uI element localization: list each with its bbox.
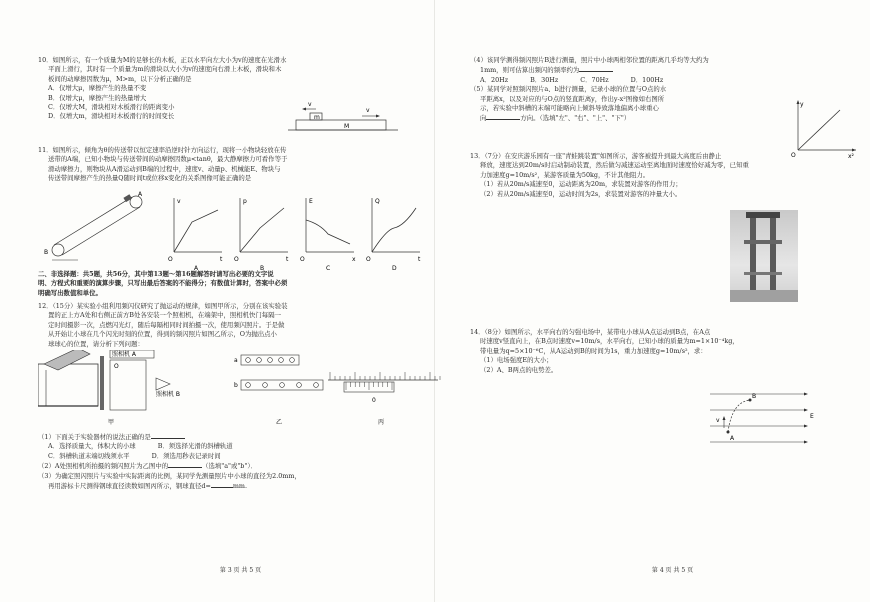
q12-sub4-text: 1mm，则可估算出频闪的频率约为 [480,66,580,75]
caption-jia: 甲 [108,419,115,426]
q12-sub4-option-a: A．20Hz [480,75,509,84]
q12-sub1 [38,432,443,442]
q11-graph-c [300,198,356,270]
q12-sub4-option-b: B．30Hz [530,75,559,84]
field-line-arrow [804,409,808,412]
q13-sub1: （1）若从20m/s减速至0，运动距离为20m，求装置对游客的作用力； [480,180,682,189]
photo-b-dot [280,383,285,388]
graph-option-letter: A [194,265,199,270]
q12-sub5-prefix: 向 [480,114,487,123]
q12-sub2-blank[interactable] [168,461,202,468]
q12-line-1: 12．（15分）某实验小组利用频闪仪研究了抛运动的规律，如图甲所示，分别在该实验装 [38,302,288,310]
page-3 [38,18,443,578]
graph-curve [240,208,284,252]
q12-line-5: 球球心的位置，请分析下列问题： [48,339,144,348]
caption-yi: 乙 [276,419,283,426]
photo-b-dot [263,383,268,388]
q12-sub5-suffix: 方向。（选填"左"、"右"、"上"、"下"） [520,114,631,123]
graph-origin: O [168,256,173,263]
q12-figures [38,350,443,428]
graph-origin: O [234,256,239,263]
q12-sub4-option-d: D．100Hz [630,75,664,84]
q10-line-2: 平面上滑行，其时有一个质量为m的滑块以大小为v的速度向右滑上木板，滑块和木 [48,65,282,74]
graph-origin: O [366,256,371,263]
q12-sub2-end: （选填"a"或"b"）． [202,462,257,471]
q12-sub1-option-d: D．须选用秒表记录时间 [151,451,221,460]
tower-photo [730,210,798,302]
graph-y-label: Q [375,198,380,205]
page-4-footer: 第 4 页 共 5 页 [651,567,694,574]
q14-fig-e: E [810,413,814,420]
q13-sub2: （2）若从20m/s减速至0，运动时间为2s，求装置对游客的冲量大小。 [480,189,682,198]
q12-sub1-option-c: C．斜槽轨道末端切线须水平 [48,451,130,460]
q14-line-2: 时速度v竖直向上，在B点时速度v=10m/s，水平向右，已知小球的质量为m=1×10⁻⁴kg， [480,337,739,346]
photo-a-dot [290,358,295,363]
graph-y-label: v [177,198,181,205]
photo-b-label: b [234,382,238,389]
page-4 [470,18,870,578]
q14-fig-v: v [716,417,720,424]
graph-y-label: E [309,198,313,205]
graph-x-label: t [220,256,223,263]
q12-sub3-text: 再用游标卡尺测得钢球直径读数如图丙所示，钢球直径d= [48,482,211,491]
cam-a-label: 照相机 A [112,351,137,358]
q11-line-2: 送带的A端，已知小物块与传送带间的动摩擦因数μ<tanθ，最大静摩擦力可看作等于 [48,155,288,164]
q10-board-figure [288,98,398,134]
q10-fig-m: m [314,114,320,121]
flash-photo-figure-yi [234,355,323,426]
q14-line-1: 14．（8分）如图所示，水平向右的匀强电场中，某带电小球从A点运动到B点，在A点 [470,328,711,336]
q11-graph-d [366,198,421,270]
photo-a-dot [268,358,273,363]
q12-sub5-blank[interactable] [486,113,520,120]
q12-sub5-graph [790,98,860,158]
apparatus-figure-jia [38,350,180,426]
q12-sub4-line-2 [470,65,870,75]
q12-sub1-blank[interactable] [151,432,185,439]
q12-line-3: 定时间摄影一次，点燃闪光灯，随后每隔相同时间拍摄一次，使用频闪照片。于是做 [48,320,285,329]
q12-sub4-options [470,76,870,85]
vernier-caliper-figure-bing [328,372,440,426]
caption-bing: 丙 [378,419,385,426]
q14-fig-b: B [752,393,757,400]
q10-line-1: 10．如图所示，有一个质量为M的足够长的木板，正以水平向左大小为v的速度在光滑水 [38,56,287,64]
graph-curve [372,208,416,252]
section-2-line-2: 明、方程式和重要的演算步骤，只写出最后答案的不能得分；有数值计算时，答案中必须 [38,279,288,288]
sub5-axis-y: y [800,101,804,108]
q12-sub2-text: （2）A处照相机所拍摄的频闪照片为乙图中的 [38,462,169,471]
q11-fig-b: B [44,249,49,256]
q14-fig-a: A [730,435,735,442]
q10-fig-M: M [344,123,350,130]
sub5-axis-o: O [791,152,796,158]
q12-sub2 [38,461,443,471]
photo-b-dot [246,383,251,388]
q14-line-3: 带电量为q=5×10⁻⁶C，从A运动到B的时间为1s，重力加速度g=10m/s²，求： [480,346,707,355]
field-line-arrow [804,393,808,396]
sub5-axis-x: x² [848,153,854,158]
q12-sub4-blank[interactable] [579,65,613,72]
cam-b-label: 照相机 B [156,391,181,398]
q12-sub5-line-2: 平距离x，以及对应的与O点的竖直距离y，作出y-x²图像如右图所 [480,94,665,103]
q13-line-3: 力加速度g=10m/s²，某游客质量为50kg，不计其他阻力。 [480,170,650,179]
q11-fig-a: A [138,191,143,198]
q11-graph-b [234,198,289,270]
question-12 [38,302,443,491]
q14-field-figure [710,388,820,444]
q12-sub1-option-b: B．须选择光滑的斜槽轨道 [157,442,233,451]
q10-option-d: D．仅增大m，滑块相对木板滑行的时间变长 [48,112,175,121]
q12-sub5-line-3: 示，若实验中斜槽的末端可能略向上倾斜导致落地偏离小球重心 [480,104,659,113]
photo-b-dot [297,383,302,388]
question-11 [38,146,443,270]
page-3-footer: 第 3 页 共 5 页 [219,567,262,574]
q12-sub4-option-c: C．70Hz [580,75,609,84]
q11-graph-a [168,198,223,270]
apparatus-o-label: O [114,363,119,370]
section-2-line-3: 明确写出数值和单位。 [38,288,102,297]
field-line-arrow [804,425,808,428]
q11-line-4: 传送带间摩擦产生的热量Q随时间t或位移x变化的关系图像可能正确的是 [48,174,252,183]
q12-line-4: 从开始让小球在几个闪光时刻的位置，得到的频闪照片如图乙所示，O为抛出点小 [48,330,277,339]
question-10 [38,56,443,130]
photo-a-dot [279,358,284,363]
photo-a-label: a [234,357,238,364]
graph-x-label: x [352,256,356,263]
q10-option-b: B．仅增大μ，摩擦产生的热量增大 [48,93,147,102]
q12-sub1-options-row-2 [38,452,443,461]
q10-option-c: C．仅增大M，滑块相对木板滑行的距离变小 [48,103,175,112]
question-13 [470,152,870,199]
q12-sub5-line-1: （5）某同学对照频闪照片a、b进行测量，记录小球的位置与O点的水 [470,85,667,94]
photo-b-dot [314,383,319,388]
q12-sub4-line-1: （4）该同学测得频闪照片B进行测量，照片中小球两相邻位置的距离几乎均等大约为 [470,56,709,64]
q11-figures [38,188,443,270]
q12-sub3-blank[interactable] [211,481,233,488]
q12-sub1-text: （1）下面关于实验器材的说法正确的是 [38,433,151,441]
graph-origin: O [300,256,305,263]
section-2-header [38,270,443,298]
q10-line-3: 板间的动摩擦因数为μ，M>m，以下分析正确的是 [48,74,192,83]
graph-y-label: p [243,198,247,205]
q11-line-1: 11．如图所示，倾角为θ的传送带以恒定速率沿逆时针方向运行，现将一小物块轻放在传 [38,146,287,154]
graph-x-label: t [286,256,289,263]
q12-sub1-option-a: A．选择质量大，体积大的小球 [48,442,136,451]
photo-a-dot [257,358,262,363]
q10-option-a: A．仅增大μ，摩擦产生的热量不变 [48,84,147,93]
graph-curve [306,220,350,244]
q12-sub3-line-2 [38,481,443,491]
section-2-line-1: 二、非选择题：共5题，共56分，其中第13题～第16题解答时请写出必要的文字说 [38,270,274,278]
photo-a-dot [246,358,251,363]
field-line-arrow [804,441,808,444]
q12-line-2: 置的正上方A处和右侧正前方B处各安装一个照相机，在端架中，照相机快门每隔一 [48,311,281,320]
q14-sub2: （2）A、B两点的电势差。 [480,365,558,374]
q13-line-1: 13．（7分）在安庆游乐园有一座"青蛙跳装置"如图所示，游客被提升到最大高度后由静止 [470,152,722,160]
q12-sub1-options-row-1 [38,442,443,451]
q10-fig-v-right: v [366,107,370,114]
q13-line-2: 释放，速度达到20m/s时启动制动装置，然后做匀减速运动至离地面时速度恰好减为零，已知重 [480,161,749,170]
q12-sub3-line-1: （3）为确定照闪照片与实验中实际距离的比例，某同学先测量照片中小球的直径为2.0mm， [38,471,301,480]
conveyor-belt-figure [44,191,143,260]
graph-option-letter: C [326,265,331,270]
vernier-zero-label: 0 [372,397,376,404]
q14-sub1: （1）电场强度E的大小； [480,356,553,365]
q12-sub3-unit: mm. [232,482,247,491]
graph-option-letter: D [392,265,397,270]
q11-line-3: 滑动摩擦力，则物块从A滑运动到B端的过程中，速度v、动量p、机械能E、物块与 [48,164,281,173]
question-14 [470,328,870,442]
graph-curve [174,210,218,252]
graph-x-label: t [418,256,421,263]
q10-fig-v-left: v [308,101,312,108]
graph-option-letter: B [260,265,265,270]
